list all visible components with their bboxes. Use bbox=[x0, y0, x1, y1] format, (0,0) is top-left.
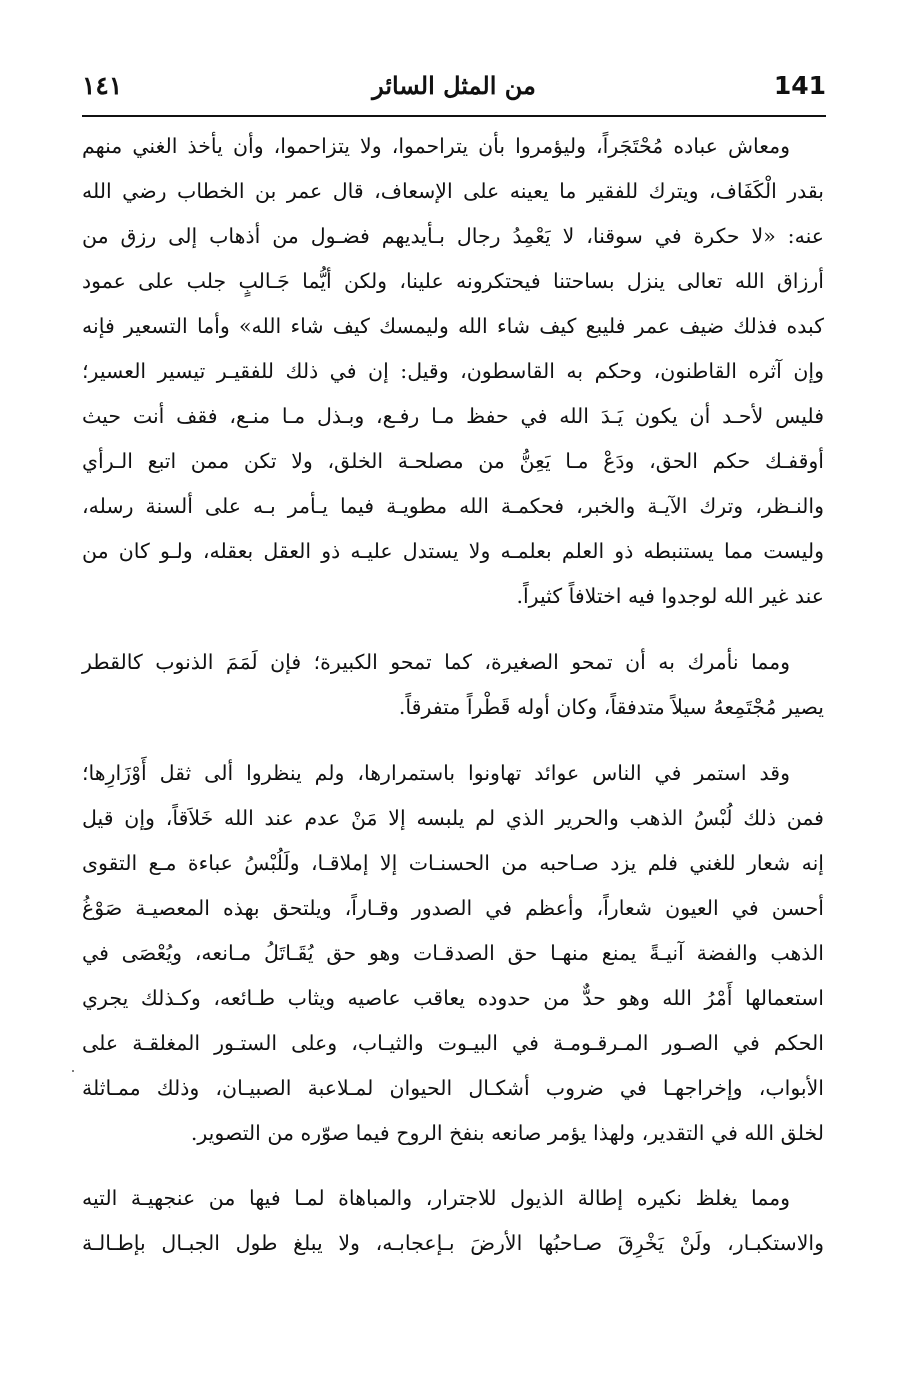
text-line: ومما يغلظ نكيره إطالة الذيول للاجترار، والمباهاة لمـا فيها من عنجهيـة التيه bbox=[82, 1186, 790, 1210]
text-line: والاستكبـار، ولَنْ يَخْرِقَ صـاحبُها الأرضَ بـإعجابـه، ولا يبلغ طول الجبـال بإطـالـة bbox=[82, 1231, 824, 1255]
paragraph bbox=[82, 640, 824, 730]
text-line: وقد استمر في الناس عوائد تهاونوا باستمرارها، ولم ينظروا ألى ثقل أَوْزَارِها؛ bbox=[82, 761, 790, 785]
text-line: وليست مما يستنبطه ذو العلم بعلمـه ولا يستدل عليـه ذو العقل بعقله، ولـو كان من bbox=[82, 539, 824, 563]
text-line: وإن آثره القاطنون، وحكم به القاسطون، وقيل: إن في ذلك للفقيـر تيسير العسير؛ bbox=[82, 359, 824, 383]
text-line: عنه: «لا حكرة في سوقنا، لا يَعْمِدُ رجال بـأيديهم فضـول من أذهاب إلى رزق من bbox=[82, 224, 824, 248]
page-number-latin: 141 bbox=[773, 71, 826, 100]
scan-speck bbox=[72, 1070, 74, 1072]
text-line: ومما نأمرك به أن تمحو الصغيرة، كما تمحو الكبيرة؛ فإن لَمَمَ الذنوب كالقطر bbox=[82, 650, 790, 674]
text-line: الذهب والفضة آنيـةً يمنع منهـا حق الصدقـات وهو حق يُقَـاتَلُ مـانعه، ويُعْصَى في bbox=[82, 941, 824, 965]
running-title: من المثل السائر bbox=[372, 71, 536, 100]
header-rule bbox=[82, 115, 826, 117]
text-line: استعمالها أَمْرُ الله وهو حدٌّ من حدوده يعاقب عاصيه ويثاب طـائعه، وكـذلك يجري bbox=[82, 986, 824, 1010]
paragraph bbox=[82, 1176, 824, 1266]
text-line: الحكم في الصـور المـرقـومـة في البيـوت والثيـاب، وعلى الستـور المغلقـة على bbox=[82, 1031, 824, 1055]
text-line: عند غير الله لوجدوا فيه اختلافاً كثيراً. bbox=[516, 584, 824, 608]
paragraph-gap bbox=[82, 730, 824, 751]
text-line: أوقفـك حكم الحق، ودَعْ مـا يَعِنُّ من مصلحـة الخلق، ولا تكن ممن اتبع الـرأي bbox=[82, 449, 824, 473]
text-line: أحسن في العيون شعاراً، وأعظم في الصدور وقـاراً، ويلتحق بهذه المعصيـة صَوْغُ bbox=[82, 896, 824, 920]
text-line: والنـظر، وترك الآيـة والخبر، فحكمـة الله مطويـة فيما يـأمر بـه على ألسنة رسله، bbox=[82, 494, 824, 518]
paragraph-gap bbox=[82, 619, 824, 640]
paragraph bbox=[82, 751, 824, 1156]
page-number-arabic: ١٤١ bbox=[82, 71, 123, 100]
text-line: أرزاق الله تعالى ينزل بساحتنا فيحتكرونه علينا، ولكن أيُّما جَـالبٍ جلب على عمود bbox=[82, 269, 824, 293]
paragraph bbox=[82, 124, 824, 619]
paragraph-gap bbox=[82, 1156, 824, 1176]
text-line: لخلق الله في التقدير، ولهذا يؤمر صانعه بنفخ الروح فيما صوّره من التصوير. bbox=[190, 1121, 824, 1145]
text-line: يصير مُجْتَمِعهُ سيلاً متدفقاً، وكان أوله قَطْراً متفرقاً. bbox=[398, 695, 824, 719]
text-line: بقدر الْكَفَاف، ويترك للفقير ما يعينه على الإسعاف، قال عمر بن الخطاب رضي الله bbox=[82, 179, 824, 203]
text-line: إنه شعار للغني فلم يزد صـاحبه من الحسنـات إلا إملاقـا، ولَلُبْسُ عباءة مـع التقوى bbox=[82, 851, 824, 875]
text-line: فليس لأحـد أن يكون يَـدَ الله في حفظ مـا رفـع، وبـذل مـا منـع، فقف أنت حيث bbox=[82, 404, 824, 428]
page-header bbox=[82, 66, 826, 106]
text-line: ومعاش عباده مُحْتَجَراً، وليؤمروا بأن يتراحموا، ولا يتزاحموا، وأن يأخذ الغني منهم bbox=[82, 134, 790, 158]
text-line: الأبواب، وإخراجهـا في ضروب أشكـال الحيوان لمـلاعبة الصبيـان، وذلك ممـاثلة bbox=[82, 1076, 824, 1100]
text-line: كبده فذلك ضيف عمر فليبع كيف شاء الله وليمسك كيف شاء الله» وأما التسعير فإنه bbox=[82, 314, 824, 338]
text-line: فمن ذلك لُبْسُ الذهب والحرير الذي لم يلبسه إلا مَنْ عدم عند الله خَلاَقاً، وإن قيل bbox=[82, 806, 824, 830]
body-text bbox=[82, 124, 824, 1266]
